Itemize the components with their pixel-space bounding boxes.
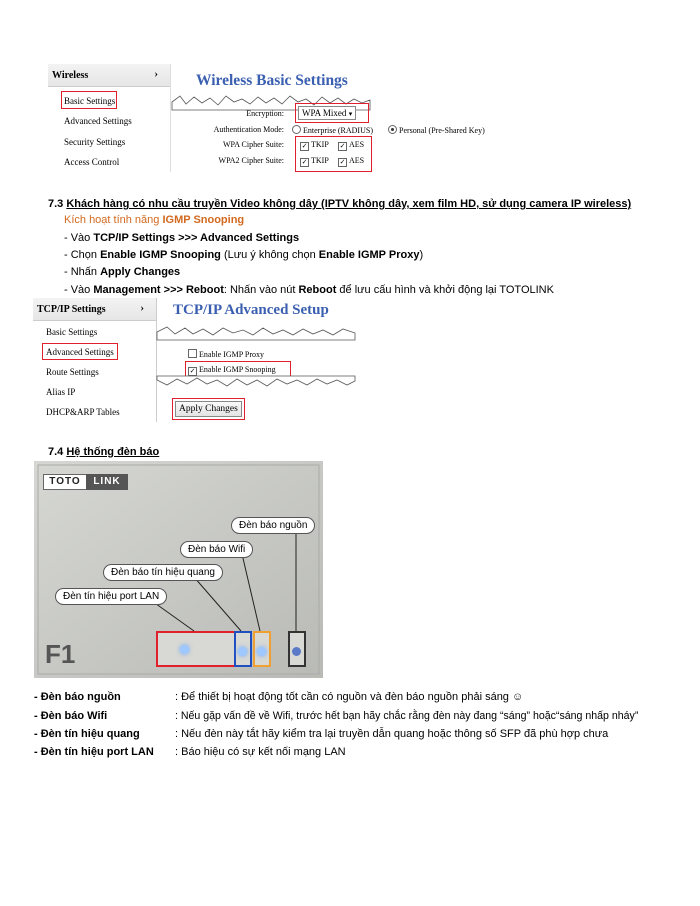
- model-label: F1: [45, 639, 76, 669]
- wireless-menu: [48, 64, 171, 172]
- brand-logo-left: TOTO: [43, 474, 87, 490]
- wpa2-cipher-label: WPA2 Cipher Suite:: [218, 156, 284, 165]
- wpa2-tkip-checkbox[interactable]: ✓ TKIP: [301, 156, 329, 166]
- highlight-box: [185, 361, 291, 377]
- checkbox-unchecked-icon: [188, 349, 197, 358]
- menu-item-alias-ip[interactable]: Alias IP: [46, 387, 76, 397]
- chevron-right-icon: ›: [140, 302, 144, 314]
- step-2: - Chọn Enable IGMP Snooping (Lưu ý không chọn Enable IGMP Proxy): [64, 249, 424, 261]
- wpa2-aes-checkbox[interactable]: ✓ AES: [339, 156, 365, 166]
- radio-icon: [292, 125, 301, 134]
- wpa-aes-checkbox[interactable]: ✓ AES: [339, 140, 365, 150]
- legend-term-lan: - Đèn tín hiệu port LAN: [34, 746, 154, 758]
- section-7-4-heading: 7.4 Hệ thống đèn báo: [48, 446, 160, 458]
- highlight-box: [295, 103, 369, 123]
- section-7-3-heading: 7.3 Khách hàng có nhu cầu truyền Video không dây (IPTV không dây, xem film HD, sử dụng camera IP wireless): [48, 198, 632, 210]
- wireless-settings-screenshot: [48, 64, 485, 172]
- auth-option-enterprise[interactable]: Enterprise (RADIUS): [292, 125, 373, 135]
- menu-item-route-settings[interactable]: Route Settings: [46, 367, 99, 377]
- legend-desc-wifi: : Nếu gặp vấn đề về Wifi, trước hết bạn hãy chắc rằng đèn này đang “sáng” hoặc“sáng nhấp nháy”: [175, 710, 639, 722]
- highlight-box: [172, 398, 245, 420]
- legend-term-optical: - Đèn tín hiệu quang: [34, 728, 140, 740]
- device-led-photo: [34, 461, 323, 678]
- checkbox-checked-icon: ✓: [301, 158, 308, 166]
- torn-edge-decoration: [157, 322, 355, 340]
- checkbox-checked-icon: ✓: [339, 142, 346, 150]
- igmp-proxy-checkbox[interactable]: Enable IGMP Proxy: [188, 349, 264, 359]
- menu-header-tcpip[interactable]: TCP/IP Settings ›: [33, 298, 156, 321]
- radio-selected-icon: [388, 125, 397, 134]
- igmp-instruction: Kích hoạt tính năng IGMP Snooping: [64, 214, 245, 226]
- torn-edge-decoration: [157, 376, 355, 390]
- menu-header-wireless[interactable]: Wireless ›: [48, 64, 170, 87]
- menu-item-dhcp-arp-tables[interactable]: DHCP&ARP Tables: [46, 407, 120, 417]
- chevron-right-icon: ›: [154, 68, 158, 80]
- brand-logo-right: LINK: [86, 474, 128, 490]
- encryption-label: Encryption:: [246, 109, 284, 118]
- auth-option-personal[interactable]: Personal (Pre-Shared Key): [388, 125, 485, 135]
- checkbox-checked-icon: ✓: [189, 367, 196, 375]
- callout-lan-led: Đèn tín hiệu port LAN: [55, 588, 167, 605]
- panel-title: Wireless Basic Settings: [196, 72, 348, 89]
- menu-item-advanced-settings[interactable]: Advanced Settings: [64, 116, 132, 126]
- step-1: - Vào TCP/IP Settings >>> Advanced Settings: [64, 232, 300, 244]
- legend-desc-power: : Để thiết bị hoạt động tốt cần có nguồn và đèn báo nguồn phải sáng ☺: [175, 691, 524, 703]
- checkbox-checked-icon: ✓: [339, 158, 346, 166]
- tcpip-settings-screenshot: [33, 298, 355, 422]
- menu-item-basic-settings[interactable]: Basic Settings: [46, 327, 98, 337]
- step-4: - Vào Management >>> Reboot: Nhấn vào nút Reboot để lưu cấu hình và khởi động lại TOTOLINK: [64, 284, 554, 296]
- callout-power-led: Đèn báo nguồn: [231, 517, 315, 534]
- igmp-snooping-checkbox[interactable]: ✓ Enable IGMP Snooping: [189, 365, 276, 375]
- legend-desc-optical: : Nếu đèn này tắt hãy kiểm tra lại truyền dẫn quang hoặc thông số SFP đã phù hợp chưa: [175, 728, 609, 740]
- menu-item-security-settings[interactable]: Security Settings: [64, 137, 126, 147]
- highlight-box: [42, 343, 118, 360]
- wpa-cipher-label: WPA Cipher Suite:: [222, 140, 284, 149]
- tcpip-menu: [33, 298, 157, 422]
- wpa-tkip-checkbox[interactable]: ✓ TKIP: [301, 140, 329, 150]
- menu-item-basic-settings[interactable]: Basic Settings: [64, 96, 116, 106]
- dropdown-arrow-icon: ▾: [348, 110, 353, 118]
- legend-desc-lan: : Báo hiệu có sự kết nối mạng LAN: [175, 746, 346, 758]
- highlight-box: [61, 91, 117, 109]
- highlight-box: [295, 136, 372, 172]
- checkbox-checked-icon: ✓: [301, 142, 308, 150]
- step-3: - Nhấn Apply Changes: [64, 266, 181, 278]
- callout-optical-led: Đèn báo tín hiệu quang: [103, 564, 223, 581]
- legend-term-wifi: - Đèn báo Wifi: [34, 710, 108, 722]
- callout-wifi-led: Đèn báo Wifi: [180, 541, 253, 558]
- encryption-select[interactable]: WPA Mixed ▾: [298, 106, 356, 120]
- legend-term-power: - Đèn báo nguồn: [34, 691, 121, 703]
- apply-changes-button[interactable]: Apply Changes: [175, 401, 242, 417]
- panel-title: TCP/IP Advanced Setup: [173, 302, 329, 318]
- menu-item-advanced-settings[interactable]: Advanced Settings: [46, 347, 114, 357]
- menu-item-access-control[interactable]: Access Control: [64, 157, 120, 167]
- auth-mode-label: Authentication Mode:: [213, 125, 284, 134]
